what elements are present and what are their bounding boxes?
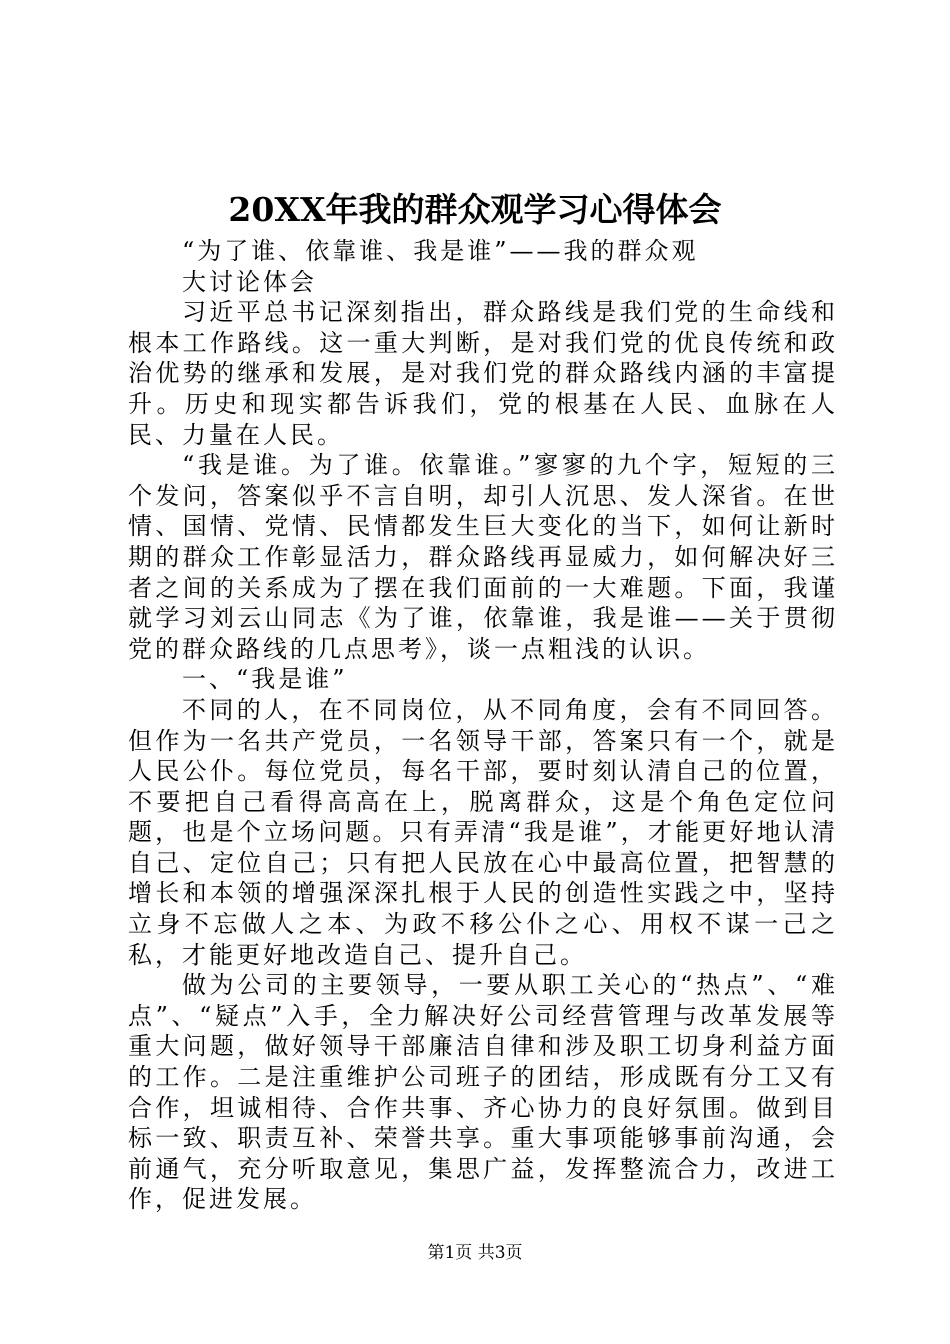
subtitle-line-2: 大讨论体会 [182, 267, 317, 296]
document-title: 20XX年我的群众观学习心得体会 [228, 190, 722, 229]
page-number: 第1页 共3页 [427, 1243, 523, 1263]
subtitle-line-1: “为了谁、依靠谁、我是谁”——我的群众观 [182, 237, 699, 265]
paragraph-1: 习近平总书记深刻指出，群众路线是我们党的生命线和根本工作路线。这一重大判断，是对我们党的优良传统和政治优势的继承和发展，是对我们党的群众路线内涵的丰富提升。历史和现实都告诉我们，党的根基在人民、血脉在人民、力量在人民。 [128, 298, 838, 449]
paragraph-3: 不同的人，在不同岗位，从不同角度，会有不同回答。但作为一名共产党员，一名领导干部，答案只有一个，就是人民公仆。每位党员，每名干部，要时刻认清自己的位置，不要把自己看得高高在上，脱离群众，这是个角色定位问题，也是个立场问题。只有弄清“我是谁”，才能更好地认清自己、定位自己；只有把人民放在心中最高位置，把智慧的增长和本领的增强深深扎根于人民的创造性实践之中，坚持立身不忘做人之本、为政不移公仆之心、用权不谋一己之私，才能更好地改造自己、提升自己。 [128, 695, 838, 969]
paragraph-2: “我是谁。为了谁。依靠谁。”寥寥的九个字，短短的三个发问，答案似乎不言自明，却引人沉思、发人深省。在世情、国情、党情、民情都发生巨大变化的当下，如何让新时期的群众工作彰显活力，群众路线再显威力，如何解决好三者之间的关系成为了摆在我们面前的一大难题。下面，我谨就学习刘云山同志《为了谁，依靠谁，我是谁——关于贯彻党的群众路线的几点思考》，谈一点粗浅的认识。 [128, 451, 838, 663]
document-body [128, 236, 838, 1215]
section-heading-1: 一、“我是谁” [182, 665, 348, 694]
paragraph-4: 做为公司的主要领导，一要从职工关心的“热点”、“难点”、“疑点”入手，全力解决好公司经营管理与改革发展等重大问题，做好领导干部廉洁自律和涉及职工切身利益方面的工作。二是注重维护公司班子的团结，形成既有分工又有合作，坦诚相待、合作共事、齐心协力的良好氛围。做到目标一致、职责互补、荣誉共享。重大事项能够事前沟通，会前通气，充分听取意见，集思广益，发挥整流合力，改进工作，促进发展。 [128, 971, 838, 1214]
page-footer [0, 1241, 950, 1265]
